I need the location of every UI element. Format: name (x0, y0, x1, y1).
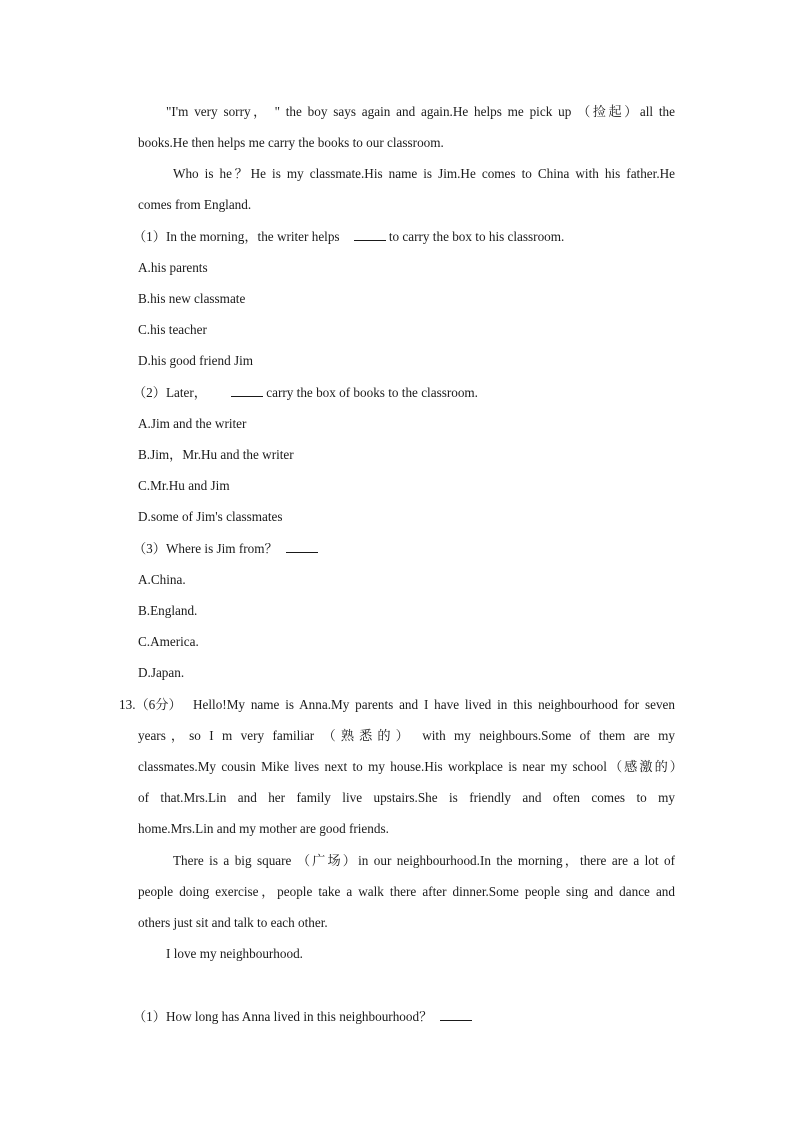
passage-text: people doing exercise，people take a walk there after dinner.Some people sing and dance and (138, 884, 675, 899)
passage-text: classmates.My cousin Mike lives next to my house.His workplace is near my school（感激的） (138, 759, 683, 774)
answer-blank (354, 229, 386, 241)
answer-option: B.Jim，Mr.Hu and the writer (138, 447, 294, 462)
question-stem: （2）Later， carry the box of books to the classroom. (133, 385, 478, 400)
answer-option: D.his good friend Jim (138, 353, 254, 368)
passage-text: Who is he？He is my classmate.His name is Jim.He comes to China with his father.He (173, 166, 675, 181)
passage-text: "I'm very sorry， " the boy says again and again.He helps me pick up （捡起）all the (166, 104, 675, 119)
answer-option: B.his new classmate (138, 291, 246, 306)
answer-option: A.Jim and the writer (138, 416, 247, 431)
answer-option: D.some of Jim's classmates (138, 509, 283, 524)
passage-text: others just sit and talk to each other. (138, 915, 328, 930)
passage-text: There is a big square （广场）in our neighbourhood.In the morning，there are a lot of (173, 853, 675, 868)
question-stem: （3）Where is Jim from？ (133, 541, 318, 557)
answer-option: C.his teacher (138, 322, 207, 337)
question-stem: （1）How long has Anna lived in this neighbourhood？ (133, 1009, 472, 1025)
answer-blank (440, 1009, 472, 1021)
answer-option: A.his parents (138, 260, 208, 275)
passage-text: I love my neighbourhood. (166, 946, 303, 961)
answer-option: C.America. (138, 634, 199, 649)
passage-text: Hello!My name is Anna.My parents and I have lived in this neighbourhood for seven (193, 697, 675, 712)
answer-option: A.China. (138, 572, 186, 587)
answer-option: C.Mr.Hu and Jim (138, 478, 230, 493)
passage-text: years，so I m very familiar （熟悉的） with my neighbours.Some of them are my (138, 728, 675, 743)
answer-blank (286, 541, 318, 553)
passage-text: comes from England. (138, 197, 252, 212)
answer-blank (231, 385, 263, 397)
passage-text: home.Mrs.Lin and my mother are good friends. (138, 821, 389, 836)
answer-option: D.Japan. (138, 665, 185, 680)
passage-text: books.He then helps me carry the books to our classroom. (138, 135, 444, 150)
answer-option: B.England. (138, 603, 198, 618)
passage-text: of that.Mrs.Lin and her family live upstairs.She is friendly and often comes to my (138, 790, 675, 805)
question-stem: （1）In the morning，the writer helps to carry the box to his classroom. (133, 229, 565, 244)
question-number: 13.（6分） (119, 697, 182, 712)
